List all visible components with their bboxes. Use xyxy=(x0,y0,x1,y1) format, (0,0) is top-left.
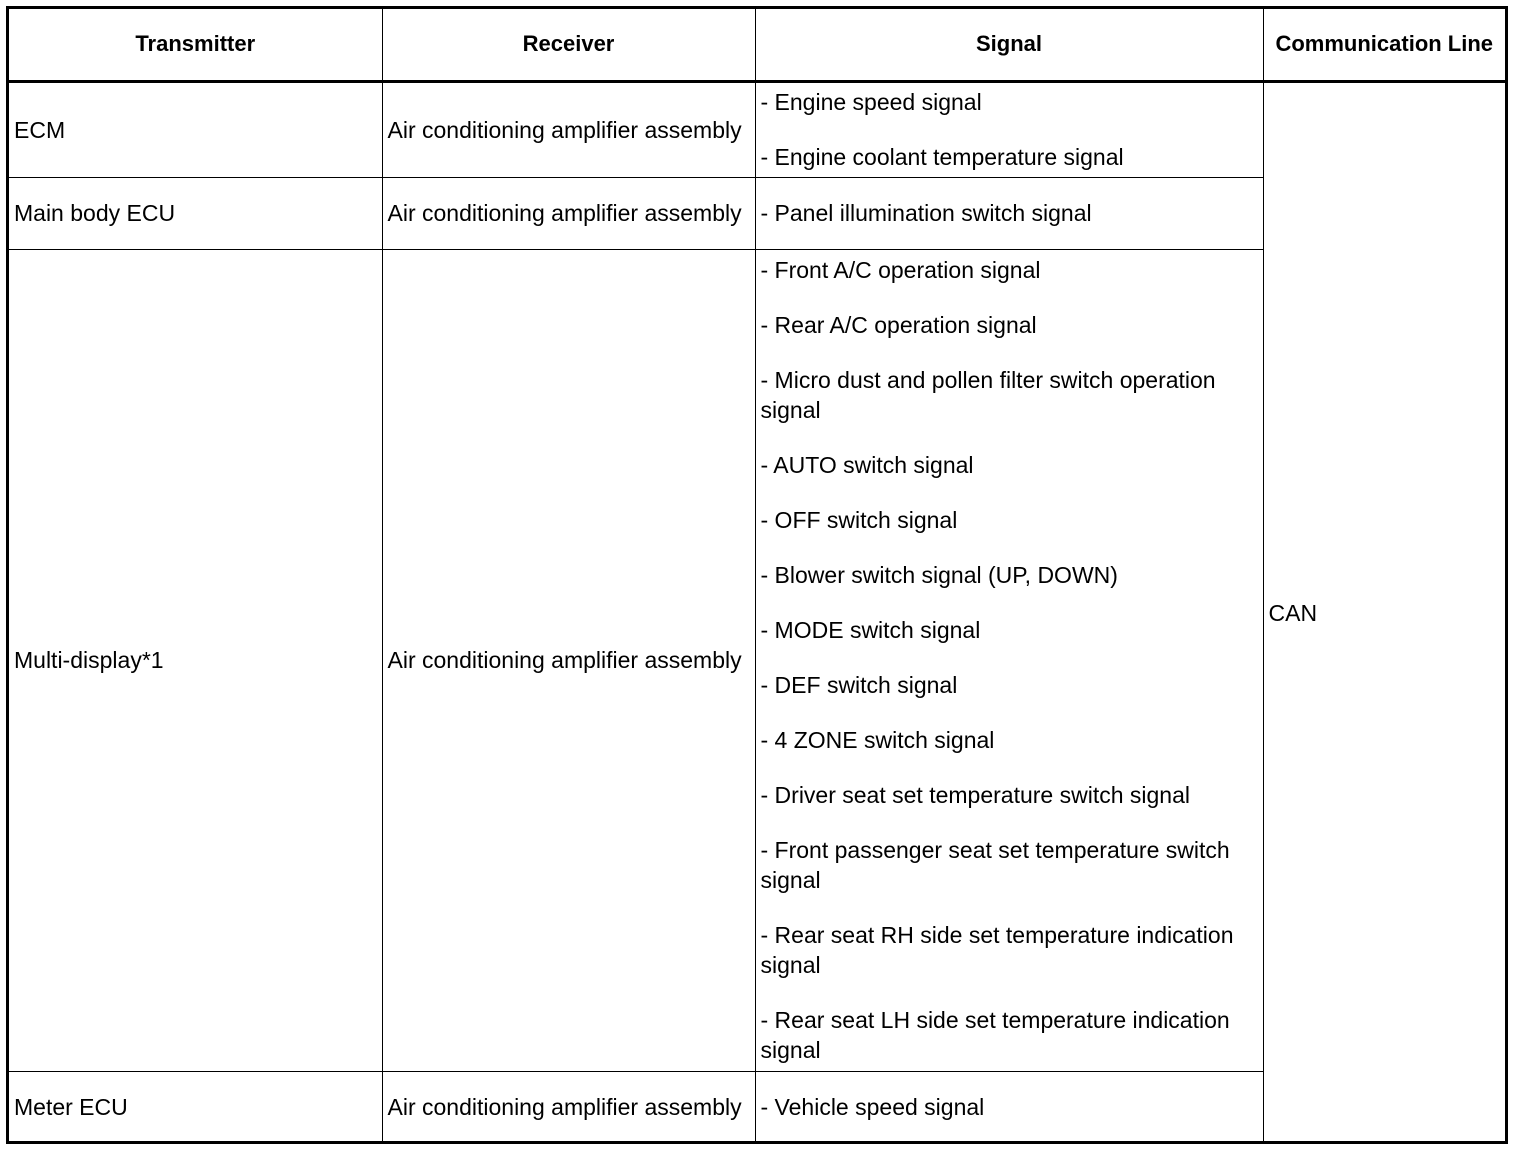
header-row xyxy=(9,9,1505,81)
signal-item: - MODE switch signal xyxy=(760,617,981,643)
signal-item: - DEF switch signal xyxy=(760,672,958,698)
signal-item: - AUTO switch signal xyxy=(760,452,974,478)
can-signal-table xyxy=(9,9,1505,1144)
signal-item: - Rear A/C operation signal xyxy=(760,312,1037,338)
signal-item: - Front A/C operation signal xyxy=(760,257,1041,283)
header-receiver: Receiver xyxy=(382,9,755,81)
signal-item: - Engine speed signal xyxy=(760,89,982,115)
receiver-cell: Air conditioning amplifier assembly xyxy=(382,1071,755,1143)
signal-item: - Vehicle speed signal xyxy=(760,1094,985,1121)
header-transmitter: Transmitter xyxy=(9,9,382,81)
signal-item: - Driver seat set temperature switch signal xyxy=(760,782,1190,808)
signal-item: - 4 ZONE switch signal xyxy=(760,727,995,753)
signal-cell xyxy=(755,249,1263,1071)
transmitter-cell: Meter ECU xyxy=(9,1071,382,1143)
can-signal-table-frame xyxy=(6,6,1508,1144)
signal-item: - Front passenger seat set temperature switch signal xyxy=(760,837,1230,893)
signal-item: - Micro dust and pollen filter switch operation signal xyxy=(760,367,1216,423)
transmitter-cell: Main body ECU xyxy=(9,177,382,249)
signal-list xyxy=(761,87,1258,172)
signal-item: - Rear seat LH side set temperature indication signal xyxy=(760,1007,1230,1063)
signal-item: - Engine coolant temperature signal xyxy=(760,144,1124,170)
signal-item: - Blower switch signal (UP, DOWN) xyxy=(760,562,1118,588)
signal-cell xyxy=(755,81,1263,177)
receiver-cell: Air conditioning amplifier assembly xyxy=(382,249,755,1071)
signal-list xyxy=(761,1092,1258,1122)
communication-line-cell: CAN xyxy=(1263,81,1505,1143)
signal-item: - OFF switch signal xyxy=(760,507,958,533)
transmitter-cell: Multi-display*1 xyxy=(9,249,382,1071)
table-row xyxy=(9,81,1505,177)
transmitter-cell: ECM xyxy=(9,81,382,177)
signal-list xyxy=(761,198,1258,228)
signal-cell xyxy=(755,177,1263,249)
header-communication-line: Communication Line xyxy=(1263,9,1505,81)
header-signal: Signal xyxy=(755,9,1263,81)
signal-item: - Rear seat RH side set temperature indication signal xyxy=(760,922,1234,978)
signal-item: - Panel illumination switch signal xyxy=(760,200,1092,226)
signal-list xyxy=(761,255,1258,1065)
receiver-cell: Air conditioning amplifier assembly xyxy=(382,81,755,177)
receiver-cell: Air conditioning amplifier assembly xyxy=(382,177,755,249)
signal-cell xyxy=(755,1071,1263,1143)
